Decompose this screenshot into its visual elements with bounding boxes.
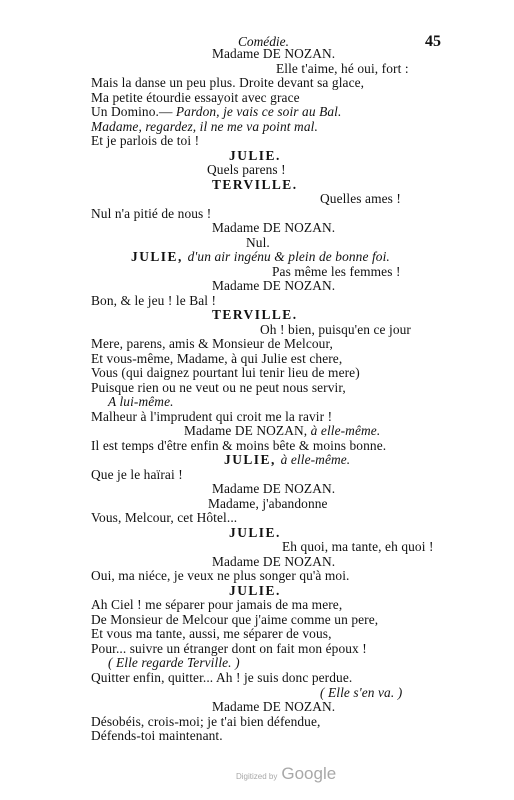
stage-direction-line xyxy=(224,452,350,468)
verse-line: Oh ! bien, puisqu'en ce jour xyxy=(260,321,411,337)
stage-direction: ( Elle regarde Terville. ) xyxy=(108,655,240,671)
digitized-by-text: Digitized by xyxy=(236,772,278,781)
verse-line: Madame, j'abandonne xyxy=(208,495,328,511)
speaker-madame-de-nozan: Madame DE NOZAN. xyxy=(212,46,336,61)
verse-line: Ah Ciel ! me séparer pour jamais de ma mere, xyxy=(91,597,343,613)
speaker-julie: JULIE, xyxy=(131,249,188,265)
verse-line: Vous (qui daignez pourtant lui tenir lieu de mere) xyxy=(91,365,360,381)
page-number: 45 xyxy=(425,33,441,50)
speaker-madame-de-nozan: Madame DE NOZAN. xyxy=(212,481,336,497)
stage-direction: ( Elle s'en va. ) xyxy=(320,684,403,700)
speaker-julie: JULIE. xyxy=(229,524,281,540)
verse-line: Bon, & le jeu ! le Bal ! xyxy=(91,292,217,308)
verse-line: Défends-toi maintenant. xyxy=(91,728,223,743)
verse-line: Et je parlois de toi ! xyxy=(91,133,200,149)
speaker-madame-de-nozan: Madame DE NOZAN. xyxy=(212,278,336,294)
verse-line: Mere, parens, amis & Monsieur de Melcour, xyxy=(91,336,333,352)
verse-line: Désobéis, crois-moi; je t'ai bien défendue, xyxy=(91,713,321,729)
running-title: Comédie. xyxy=(238,34,289,49)
verse-line: Nul. xyxy=(246,234,270,250)
verse-line: Quels parens ! xyxy=(207,162,286,178)
verse-line: Que je le haïrai ! xyxy=(91,466,183,482)
verse-line: Quitter enfin, quitter... Ah ! je suis donc perdue. xyxy=(91,670,353,685)
verse-line xyxy=(91,104,341,120)
verse-text: Un Domino.— xyxy=(91,104,176,119)
verse-line: De Monsieur de Melcour que j'aime comme un pere, xyxy=(91,611,379,627)
verse-line: Eh quoi, ma tante, eh quoi ! xyxy=(282,539,434,555)
speaker-madame-de-nozan: Madame DE NOZAN. xyxy=(212,220,336,236)
verse-line: Vous, Melcour, cet Hôtel... xyxy=(91,510,238,526)
verse-line: Pour... suivre un étranger dont on fait mon époux ! xyxy=(91,640,367,656)
speaker-madame-de-nozan: Madame DE NOZAN. xyxy=(212,699,336,714)
speaker-madame-de-nozan: Madame DE NOZAN, xyxy=(184,423,311,439)
verse-line: Il est temps d'être enfin & moins bête & moins bonne. xyxy=(91,437,387,453)
verse-line: Madame, regardez, il ne me va point mal. xyxy=(91,118,318,134)
verse-line: Mais la danse un peu plus. Droite devant sa glace, xyxy=(91,75,365,90)
verse-line: Ma petite étourdie essayoit avec grace xyxy=(91,89,300,105)
stage-direction: d'un air ingénu & plein de bonne foi. xyxy=(187,249,390,265)
verse-line: Et vous ma tante, aussi, me séparer de vous, xyxy=(91,626,332,642)
verse-line: Quelles ames ! xyxy=(320,191,401,207)
verse-line: Et vous-même, Madame, à qui Julie est chere, xyxy=(91,350,343,366)
speaker-terville: TERVILLE. xyxy=(212,307,298,323)
speaker-julie: JULIE. xyxy=(229,147,281,163)
speaker-madame-de-nozan: Madame DE NOZAN. xyxy=(212,553,336,569)
speaker-julie: JULIE. xyxy=(229,582,281,598)
stage-direction: A lui-même. xyxy=(108,394,174,410)
speaker-julie: JULIE, xyxy=(224,452,281,468)
stage-direction-line xyxy=(131,249,390,265)
verse-italic: Pardon, je vais ce soir au Bal. xyxy=(175,104,342,119)
verse-line: Puisque rien ou ne veut ou ne peut nous servir, xyxy=(91,379,346,395)
stage-direction: à elle-même. xyxy=(280,452,351,468)
verse-line: Pas même les femmes ! xyxy=(272,263,401,279)
digitization-watermark xyxy=(236,764,336,784)
stage-direction: à elle-même. xyxy=(310,423,381,439)
verse-line: Nul n'a pitié de nous ! xyxy=(91,205,212,221)
verse-line: Elle t'aime, hé oui, fort : xyxy=(276,60,409,76)
verse-line: Oui, ma niéce, je veux ne plus songer qu'à moi. xyxy=(91,568,350,584)
verse-line: Malheur à l'imprudent qui croit me la ravir ! xyxy=(91,408,333,424)
speaker-terville: TERVILLE. xyxy=(212,176,298,192)
google-logo: Google xyxy=(281,764,337,783)
